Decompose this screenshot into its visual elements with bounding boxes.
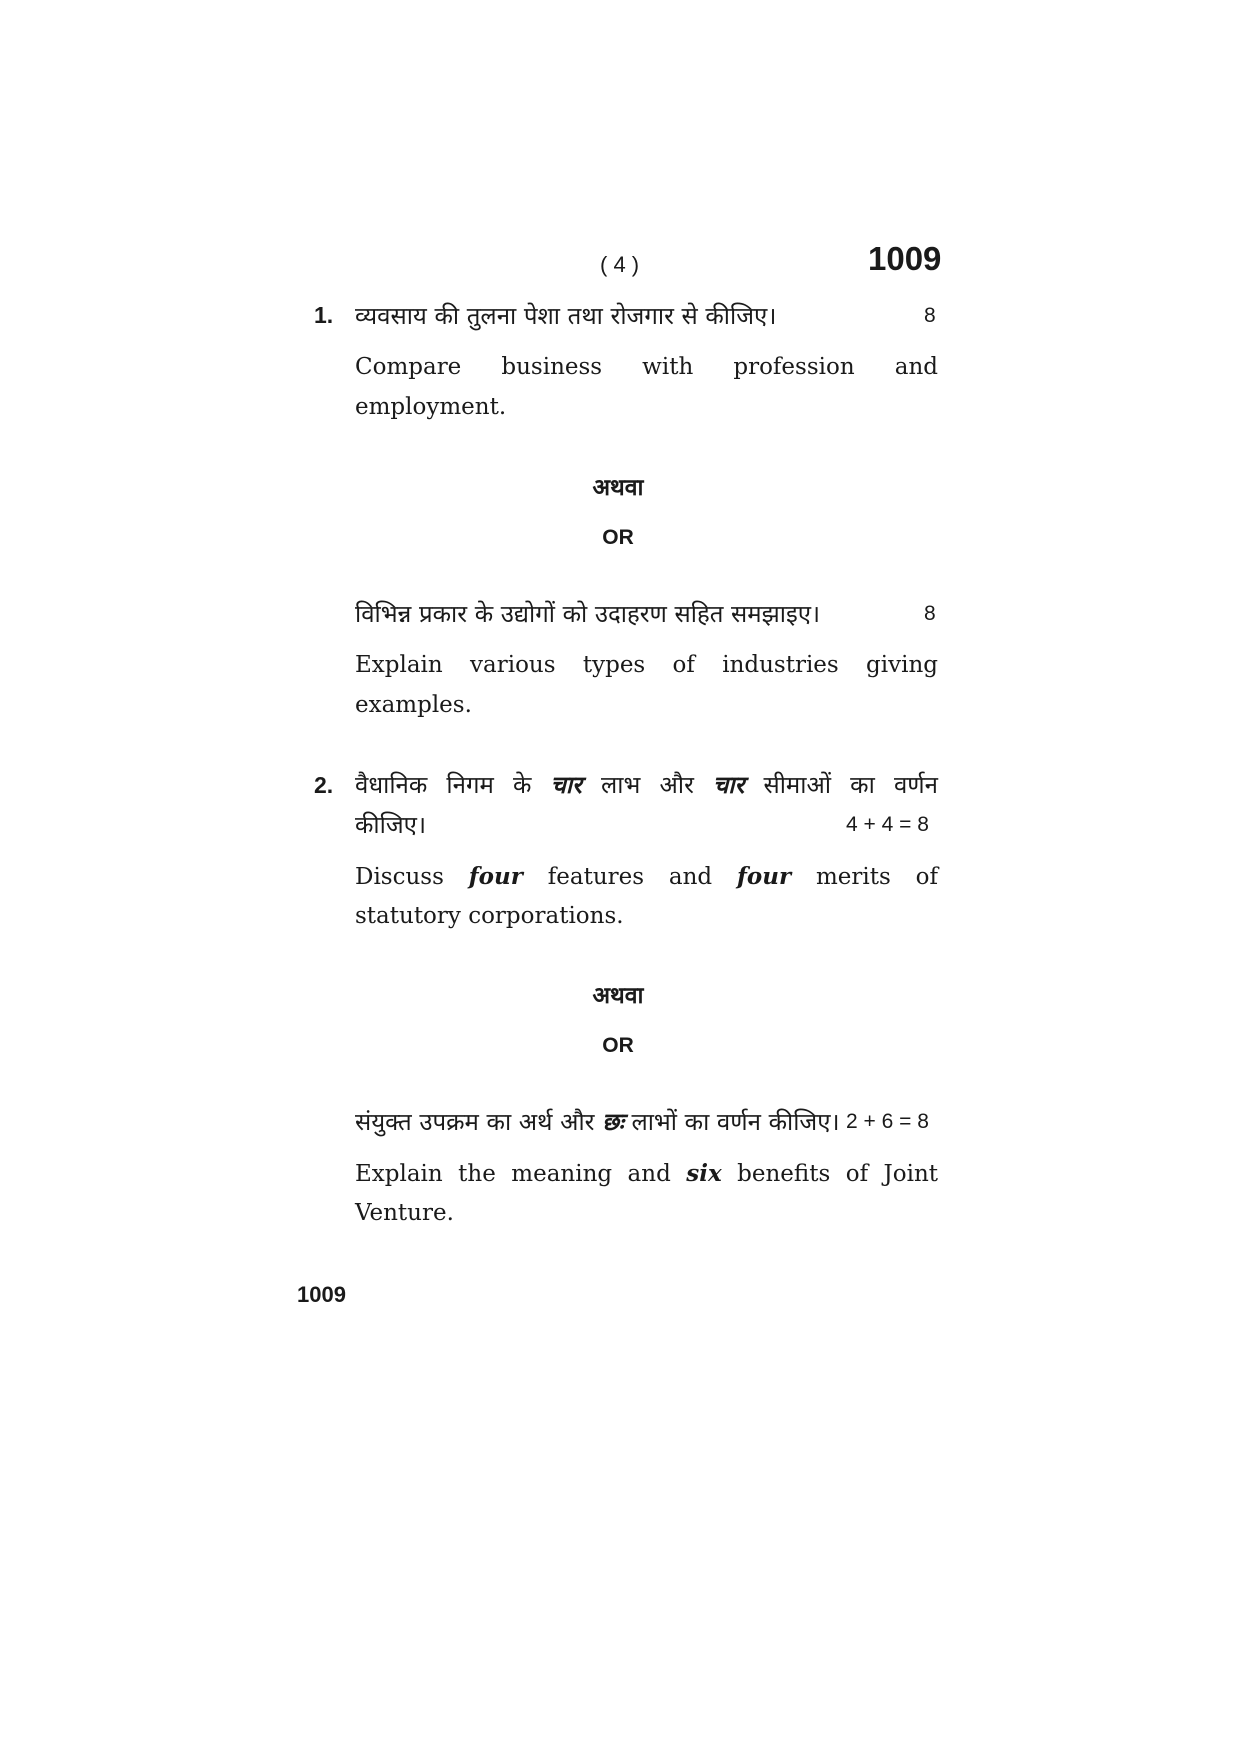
question-1-english-line1: Compare business with profession and [355,354,938,380]
english-text: benefits of Joint [737,1161,938,1187]
english-emphasis: four [468,863,523,890]
question-2-hindi-line1 [355,768,938,801]
hindi-emphasis: चार [550,771,582,799]
english-text: merits of [815,864,939,890]
page-number: ( 4 ) [600,252,640,277]
paper-code-header: 1009 [868,240,942,277]
paper-code-footer: 1009 [297,1282,346,1307]
english-emphasis: six [686,1160,722,1187]
or-divider-hindi-2: अथवा [592,983,644,1009]
question-2-marks: 4 + 4 = 8 [846,813,929,836]
hindi-text: लाभों का वर्णन कीजिए। [631,1108,840,1136]
question-2-alt-marks: 2 + 6 = 8 [846,1110,929,1133]
question-1-alt-hindi: विभिन्न प्रकार के उद्योगों को उदाहरण सहित समझाइए। [355,600,821,628]
question-1-hindi: व्यवसाय की तुलना पेशा तथा रोजगार से कीजिए। [355,302,777,330]
or-divider-hindi-1: अथवा [592,475,644,501]
question-1-alt-english-line2: examples. [355,692,472,718]
question-1-number: 1. [314,302,334,328]
question-2-alt-hindi [355,1105,840,1138]
hindi-text: लाभ और [601,771,694,799]
question-2-hindi-line2: कीजिए। [355,811,427,839]
hindi-emphasis: छः [602,1108,624,1136]
or-divider-english-1: OR [602,526,634,549]
question-1-alt-marks: 8 [924,602,936,625]
english-text: Discuss [355,864,444,890]
hindi-text: संयुक्त उपक्रम का अर्थ और [355,1108,595,1136]
question-2-english-line1 [355,863,938,890]
question-1-alt-english-line1: Explain various types of industries giving [355,652,938,678]
or-divider-english-2: OR [602,1034,634,1057]
english-text: features and [547,864,713,890]
question-1-english-line2: employment. [355,394,507,420]
hindi-emphasis: चार [713,771,745,799]
english-emphasis: four [737,863,792,890]
question-2-alt-english-line1 [355,1160,938,1187]
question-2-english-line2: statutory corporations. [355,903,624,929]
question-1-marks: 8 [924,304,936,327]
hindi-text: वैधानिक निगम के [355,771,532,799]
question-2-number: 2. [314,772,334,798]
english-text: Explain the meaning and [355,1161,671,1187]
hindi-text: सीमाओं का वर्णन [763,771,938,799]
question-2-alt-english-line2: Venture. [355,1200,454,1226]
